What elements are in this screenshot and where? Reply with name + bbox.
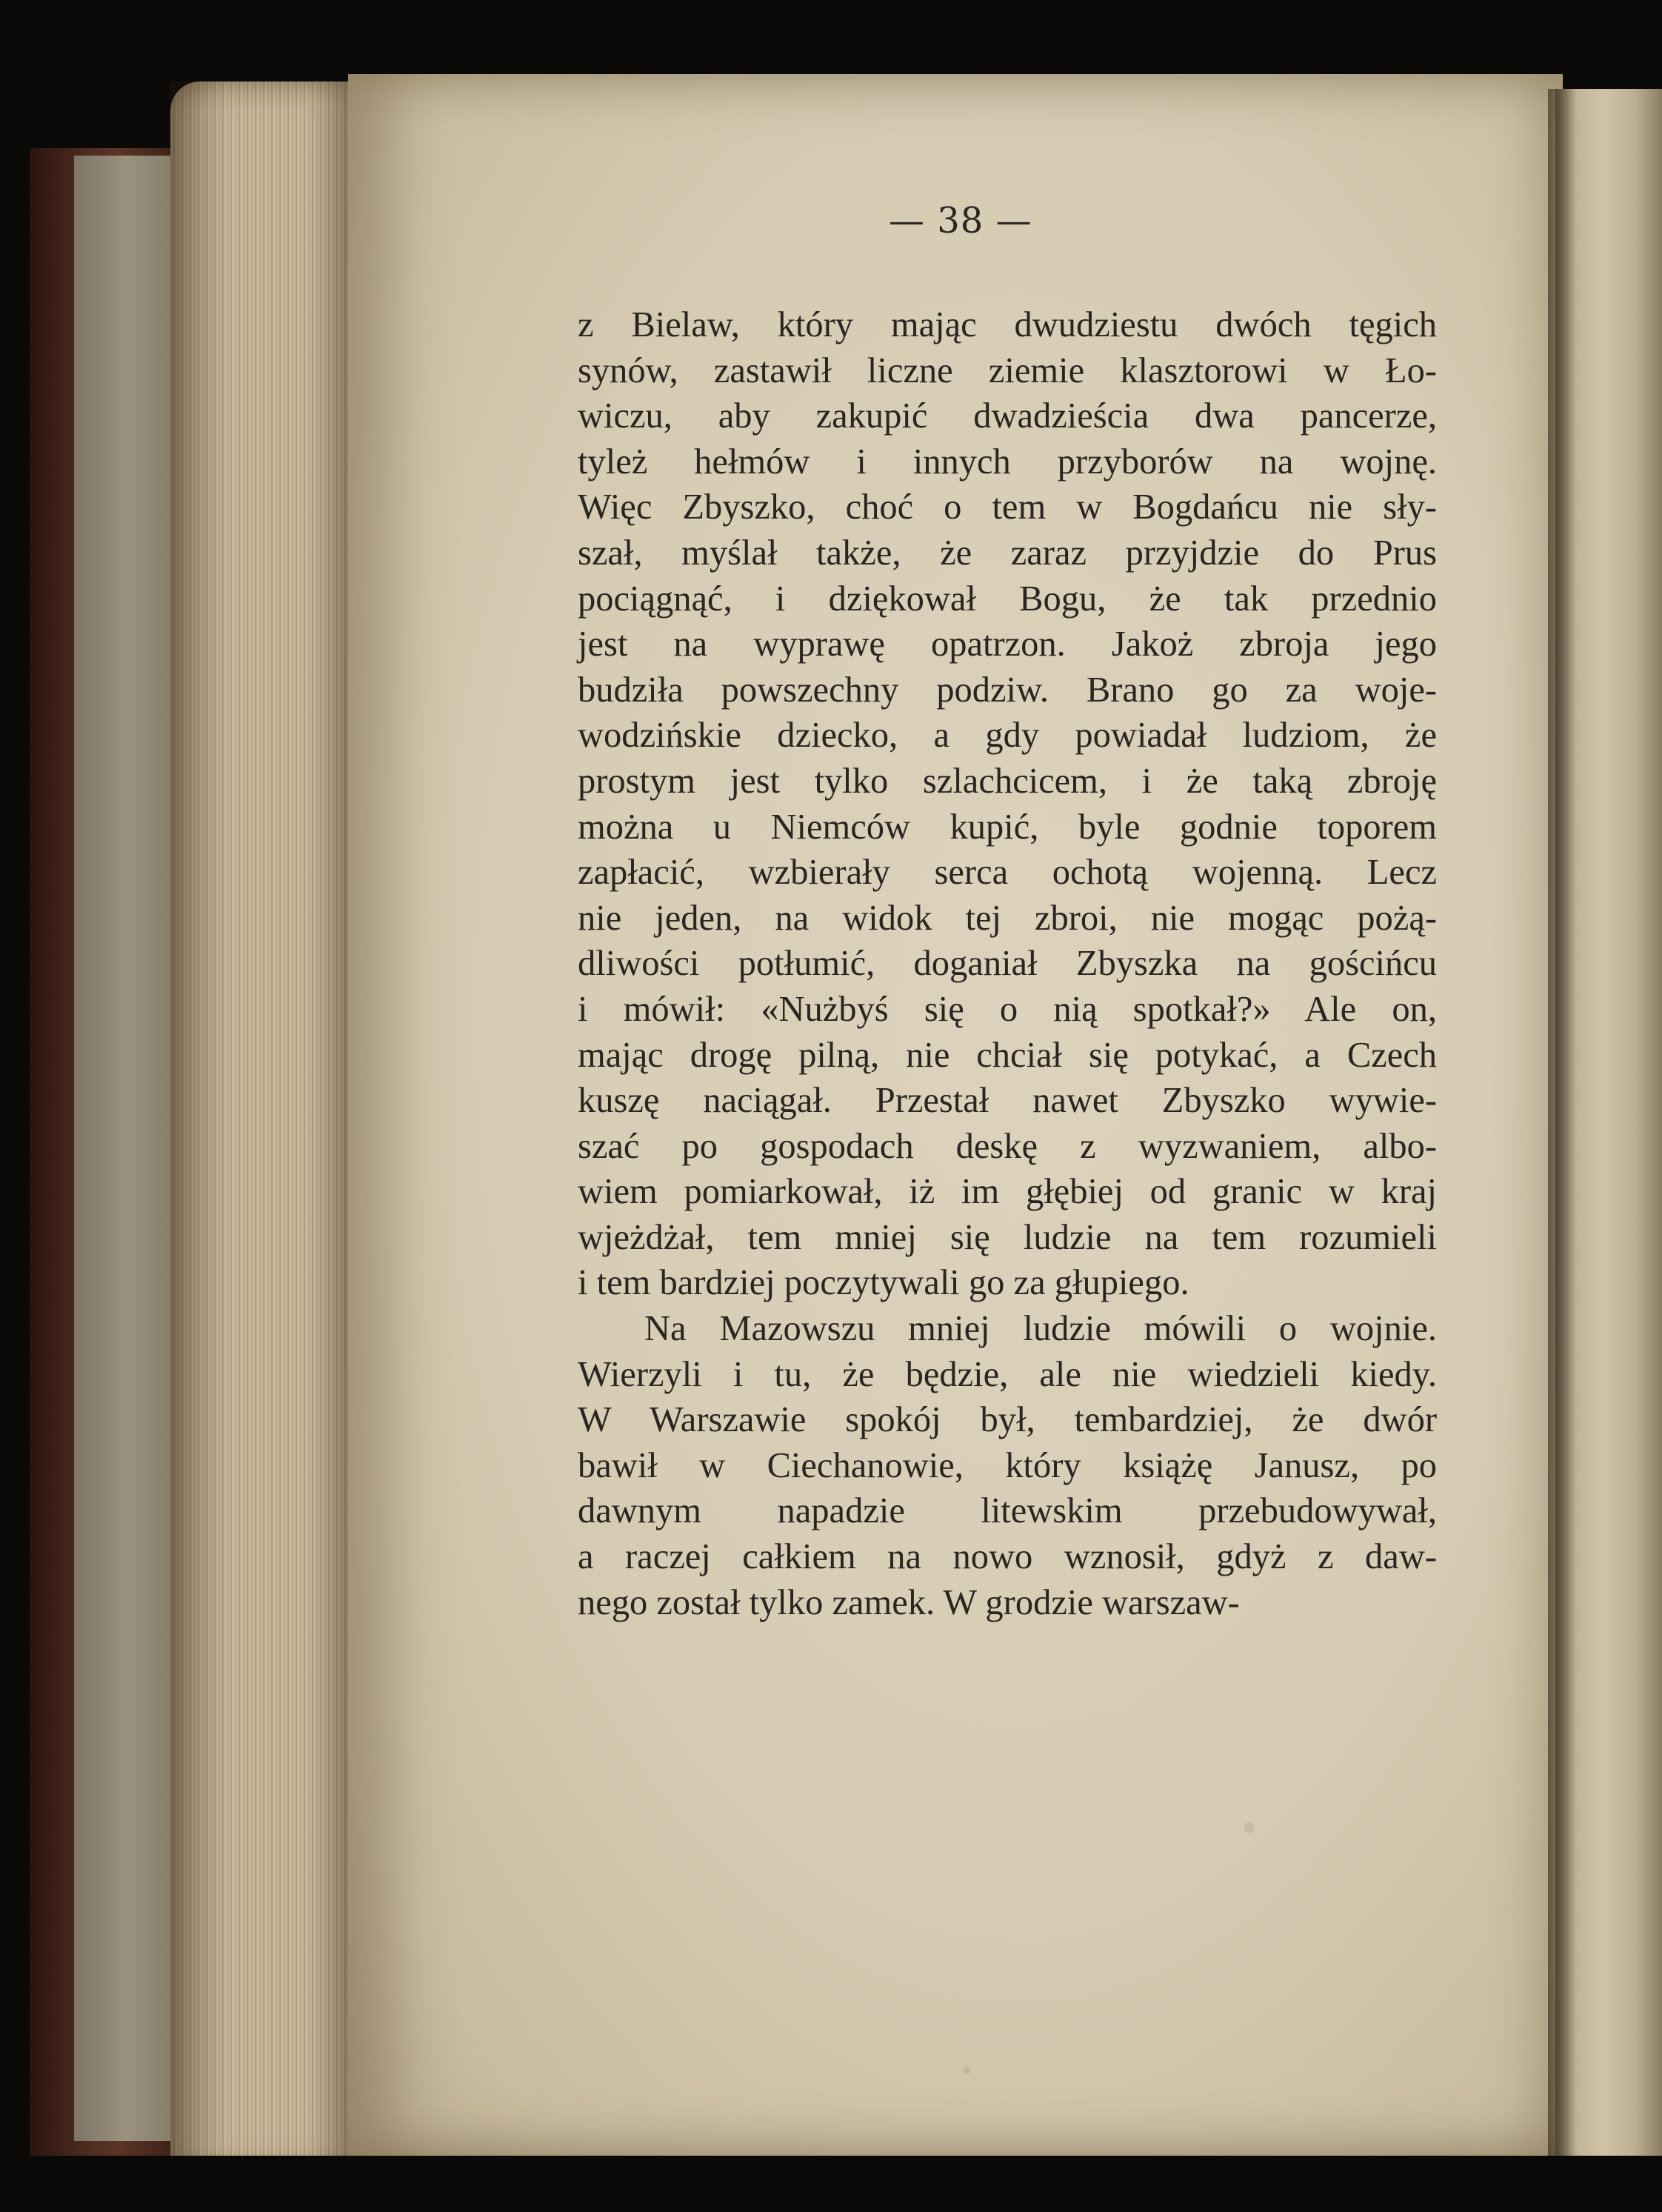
text-line: dliwości potłumić, doganiał Zbyszka na gościńcu [578, 944, 1437, 984]
text-line: nego został tylko zamek. W grodzie warszaw- [578, 1582, 1240, 1622]
text-line: synów, zastawił liczne ziemie klasztorowi w Ło- [578, 350, 1437, 390]
text-line: kuszę naciągał. Przestał nawet Zbyszko wywie- [578, 1081, 1437, 1121]
body-text [578, 302, 1437, 1625]
background-bottom [0, 2156, 1662, 2212]
text-line: wiczu, aby zakupić dwadzieścia dwa pancerze, [578, 396, 1437, 436]
gutter-shadow [1548, 89, 1578, 2156]
page-block-shading [170, 81, 363, 2171]
text-line: szał, myślał także, że zaraz przyjdzie do Prus [578, 533, 1437, 573]
text-line: Wierzyli i tu, że będzie, ale nie wiedzieli kiedy. [578, 1354, 1437, 1394]
text-line: wodzińskie dziecko, a gdy powiadał ludziom, że [578, 716, 1437, 756]
text-line: tyleż hełmów i innych przyborów na wojnę. [578, 442, 1437, 482]
text-line: a raczej całkiem na nowo wznosił, gdyż z daw- [578, 1537, 1437, 1577]
text-line: dawnym napadzie litewskim przebudowywał, [578, 1491, 1437, 1531]
page-speck [1244, 1822, 1255, 1833]
book-cover-inner [74, 156, 178, 2141]
text-line: można u Niemców kupić, byle godnie toporem [578, 807, 1437, 847]
text-line: szać po gospodach deskę z wyzwaniem, albo- [578, 1126, 1437, 1166]
background-top [0, 0, 1662, 78]
text-line: wiem pomiarkował, iż im głębiej od granic w kraj [578, 1172, 1437, 1212]
page-speck [963, 2067, 970, 2074]
text-line: budziła powszechny podziw. Brano go za woje- [578, 670, 1437, 710]
text-line: mając drogę pilną, nie chciał się potykać, a Czech [578, 1035, 1437, 1075]
text-line: jest na wyprawę opatrzon. Jakoż zbroja jego [578, 624, 1437, 664]
text-line: W Warszawie spokój był, tembardziej, że dwór [578, 1400, 1437, 1440]
text-line: i tem bardziej poczytywali go za głupiego. [578, 1263, 1189, 1303]
text-line: nie jeden, na widok tej zbroi, nie mogąc pożą- [578, 898, 1437, 938]
text-line: wjeżdżał, tem mniej się ludzie na tem rozumieli [578, 1217, 1437, 1257]
text-line: bawił w Ciechanowie, który książę Janusz, po [578, 1445, 1437, 1485]
text-line: Na Mazowszu mniej ludzie mówili o wojnie. [644, 1309, 1437, 1349]
text-line: prostym jest tylko szlachcicem, i że taką zbroję [578, 761, 1437, 801]
text-line: Więc Zbyszko, choć o tem w Bogdańcu nie sły- [578, 487, 1437, 527]
page-number: — 38 — [889, 200, 1032, 241]
text-line: pociągnąć, i dziękował Bogu, że tak przednio [578, 579, 1437, 619]
text-line: i mówił: «Nużbyś się o nią spotkał?» Ale on, [578, 989, 1437, 1029]
text-line: z Bielaw, który mając dwudziestu dwóch tęgich [578, 305, 1437, 344]
text-line: zapłacić, wzbierały serca ochotą wojenną. Lecz [578, 853, 1437, 893]
